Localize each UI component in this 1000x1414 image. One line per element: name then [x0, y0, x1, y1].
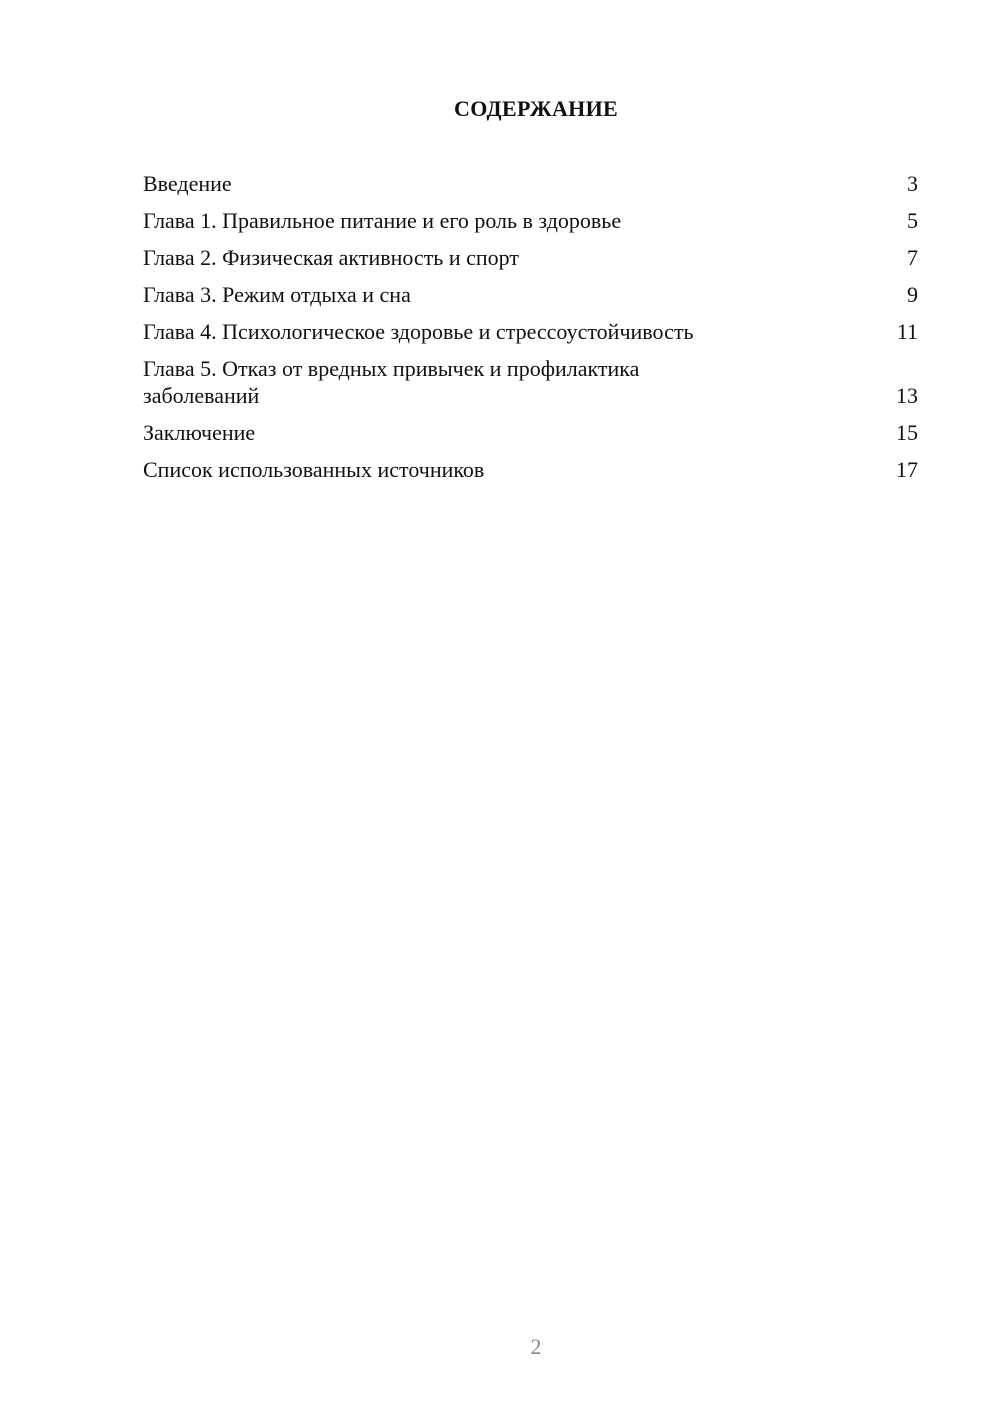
toc-entry-page: 13: [896, 383, 918, 408]
toc-entry-page: 3: [907, 171, 918, 196]
toc-entry: [143, 281, 918, 308]
toc-entry-page: 5: [907, 208, 918, 233]
toc-entry: [143, 170, 918, 197]
toc-entry-title: Заключение: [143, 420, 256, 445]
toc-entry-page: 7: [907, 245, 918, 270]
toc-entry-title: Глава 4. Психологическое здоровье и стрессоустойчивость: [143, 319, 694, 344]
page-title: СОДЕРЖАНИЕ: [454, 96, 618, 121]
toc-entry-page: 17: [896, 457, 918, 482]
toc-entry-title: Глава 5. Отказ от вредных привычек и профилактика заболеваний: [143, 356, 640, 408]
toc-entry: [143, 456, 918, 483]
toc-entry: [143, 419, 918, 446]
toc-entry-title: Введение: [143, 171, 232, 196]
toc-entry-page: 9: [907, 282, 918, 307]
toc-entry-title: Список использованных источников: [143, 457, 485, 482]
toc-entry-page: 11: [896, 319, 918, 344]
toc-entry: [143, 318, 918, 345]
toc-entry-page: 15: [896, 420, 918, 445]
toc-entry: [143, 207, 918, 234]
page-number: 2: [530, 1334, 542, 1359]
toc-entry: [143, 355, 918, 409]
toc-entry-title: Глава 3. Режим отдыха и сна: [143, 282, 411, 307]
toc-entry-title: Глава 1. Правильное питание и его роль в здоровье: [143, 208, 622, 233]
toc-entry-title: Глава 2. Физическая активность и спорт: [143, 245, 519, 270]
table-of-contents: [143, 170, 918, 493]
toc-entry: [143, 244, 918, 271]
